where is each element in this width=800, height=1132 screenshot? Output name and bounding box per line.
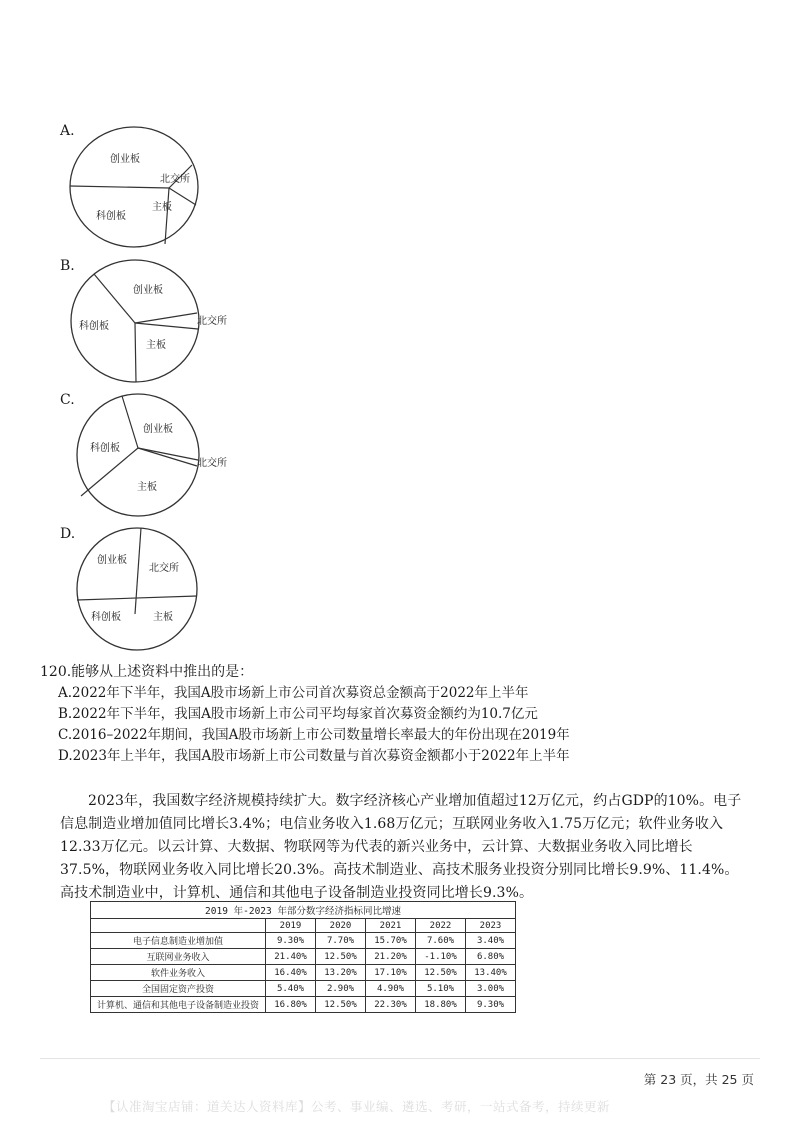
- table-cell: 12.50%: [416, 965, 466, 981]
- pie-c-label-3: 主板: [137, 482, 157, 493]
- pie-a-label-1: 创业板: [110, 154, 140, 165]
- row-label: 计算机、通信和其他电子设备制造业投资: [91, 997, 266, 1013]
- pie-chart-c: [77, 394, 247, 518]
- table-cell: 7.70%: [316, 933, 366, 949]
- table-cell: 6.80%: [466, 949, 516, 965]
- table-title: 2019 年-2023 年部分数字经济指标同比增速: [91, 902, 516, 919]
- pie-c-label-4: 科创板: [90, 443, 120, 454]
- question-120: [40, 662, 570, 767]
- table-cell: 17.10%: [366, 965, 416, 981]
- year-header: 2020: [316, 919, 366, 933]
- table-cell: 4.90%: [366, 981, 416, 997]
- footer-divider: [40, 1058, 760, 1059]
- pie-d-label-1: 创业板: [97, 555, 127, 566]
- table-cell: 5.40%: [266, 981, 316, 997]
- pie-a-label-2: 北交所: [160, 174, 190, 185]
- choice-b[interactable]: B.2022年下半年，我国A股市场新上市公司平均每家首次募资金额约为10.7亿元: [58, 706, 538, 722]
- pie-b-label-2: 北交所: [197, 316, 227, 327]
- row-label: 全国固定资产投资: [91, 981, 266, 997]
- table-cell: 7.60%: [416, 933, 466, 949]
- pie-c-label-2: 北交所: [197, 458, 227, 469]
- pie-b-label-1: 创业板: [133, 285, 163, 296]
- table-cell: 3.00%: [466, 981, 516, 997]
- pie-chart-d: [77, 528, 217, 652]
- pie-b-label-4: 科创板: [79, 321, 109, 332]
- pie-d-label-4: 科创板: [91, 612, 121, 623]
- row-label: 软件业务收入: [91, 965, 266, 981]
- choice-a[interactable]: A.2022年下半年，我国A股市场新上市公司首次募资总金额高于2022年上半年: [58, 685, 529, 701]
- pie-d-label-3: 主板: [153, 612, 173, 623]
- digital-economy-table: [90, 901, 516, 1013]
- year-header: 2023: [466, 919, 516, 933]
- table-header-row: [91, 919, 516, 933]
- option-a-label: A.: [60, 123, 75, 139]
- pie-chart-a: [70, 127, 230, 251]
- table-cell: 21.40%: [266, 949, 316, 965]
- year-header: 2021: [366, 919, 416, 933]
- table-cell: 13.20%: [316, 965, 366, 981]
- table-cell: 9.30%: [466, 997, 516, 1013]
- footer-watermark: 【认准淘宝店铺：道关达人资料库】公考、事业编、遴选、考研，一站式备考，持续更新: [103, 1099, 611, 1114]
- pie-a-label-3: 主板: [152, 202, 172, 213]
- row-label: 互联网业务收入: [91, 949, 266, 965]
- material-paragraph: 2023年，我国数字经济规模持续扩大。数字经济核心产业增加值超过12万亿元，约占GDP的10%。电子信息制造业增加值同比增长3.4%；电信业务收入1.68万亿元；互联网业务收入1.75万亿元；软件业务收入12.33万亿元。以云计算、大数据、物联网等为代表的新兴业务中，云计算、大数据业务收入同比增长37.5%，物联网业务收入同比增长20.3%。高技术制造业、高技术服务业投资分别同比增长9.9%、11.4%。高技术制造业中，计算机、通信和其他电子设备制造业投资同比增长9.3%。: [60, 793, 742, 901]
- table-cell: 21.20%: [366, 949, 416, 965]
- table-cell: 9.30%: [266, 933, 316, 949]
- choice-c[interactable]: C.2016–2022年期间，我国A股市场新上市公司数量增长率最大的年份出现在2019年: [58, 727, 570, 743]
- table-row: [91, 965, 516, 981]
- pie-chart-b: [71, 260, 241, 384]
- pie-d-label-2: 北交所: [149, 563, 179, 574]
- table-cell: 16.40%: [266, 965, 316, 981]
- option-d-label: D.: [60, 526, 76, 542]
- question-stem: 120.能够从上述资料中推出的是：: [40, 664, 254, 680]
- table-cell: 15.70%: [366, 933, 416, 949]
- pie-b-label-3: 主板: [146, 340, 166, 351]
- table-row: [91, 949, 516, 965]
- table-cell: 22.30%: [366, 997, 416, 1013]
- table-cell: 3.40%: [466, 933, 516, 949]
- pie-a-label-4: 科创板: [96, 211, 126, 222]
- table-cell: 12.50%: [316, 949, 366, 965]
- option-c-label: C.: [60, 392, 75, 408]
- table-cell: 18.80%: [416, 997, 466, 1013]
- table-cell: 16.80%: [266, 997, 316, 1013]
- table-cell: 12.50%: [316, 997, 366, 1013]
- year-header: 2019: [266, 919, 316, 933]
- choice-d[interactable]: D.2023年上半年，我国A股市场新上市公司数量与首次募资金额都小于2022年上半年: [58, 748, 570, 764]
- year-header: 2022: [416, 919, 466, 933]
- table-row: [91, 933, 516, 949]
- pie-c-label-1: 创业板: [143, 424, 173, 435]
- table-row: [91, 981, 516, 997]
- table-cell: 2.90%: [316, 981, 366, 997]
- table-cell: 13.40%: [466, 965, 516, 981]
- table-corner-cell: [91, 919, 266, 933]
- table-cell: -1.10%: [416, 949, 466, 965]
- table-cell: 5.10%: [416, 981, 466, 997]
- row-label: 电子信息制造业增加值: [91, 933, 266, 949]
- option-b-label: B.: [60, 258, 75, 274]
- table-row: [91, 997, 516, 1013]
- page-number: 第 23 页，共 25 页: [643, 1072, 754, 1087]
